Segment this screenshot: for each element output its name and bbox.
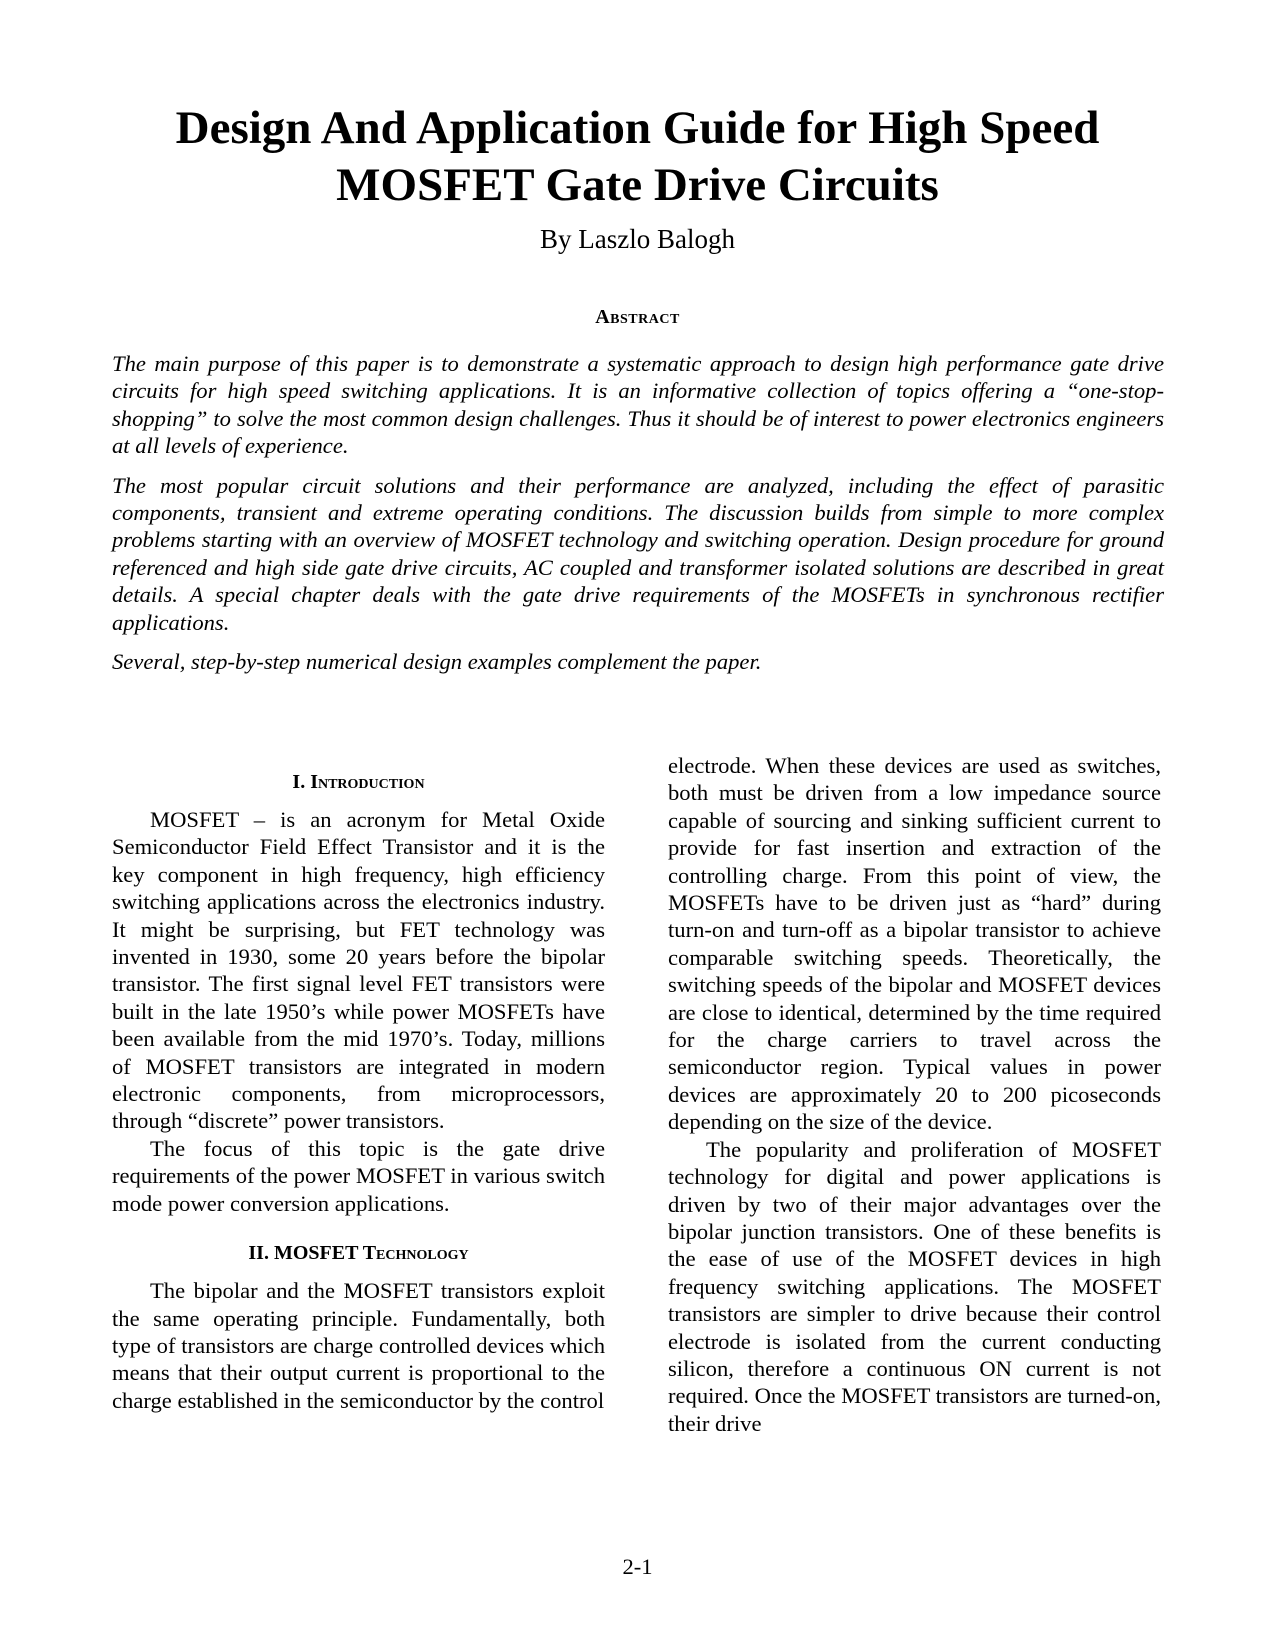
body-paragraph: The bipolar and the MOSFET transistors exploit the same operating principle. Fundamentally, both type of transistors are charge controlled devices which means that their output current is proportional to the charge established in the semiconductor by the control [112, 1278, 605, 1413]
abstract-heading: Abstract [595, 306, 680, 328]
page-number: 2-1 [622, 1554, 653, 1579]
abstract-body [112, 350, 1164, 687]
body-paragraph: The popularity and proliferation of MOSFET technology for digital and power applications is driven by two of their major advantages over the bipolar junction transistors. One of these benefits is the ease of use of the MOSFET devices in high frequency switching applications. The MOSFET transistors are simpler to drive because their control electrode is isolated from the current conducting silicon, therefore a continuous ON current is not required. Once the MOSFET transistors are turned-on, their drive [668, 1136, 1161, 1436]
abstract-paragraph: The most popular circuit solutions and their performance are analyzed, including the effect of parasitic components, transient and extreme operating conditions. The discussion builds from simple to more complex problems starting with an overview of MOSFET technology and switching operation. Design procedure for ground referenced and high side gate drive circuits, AC coupled and transformer isolated solutions are described in great details. A special chapter deals with the gate drive requirements of the MOSFETs in synchronous rectifier applications. [112, 472, 1164, 635]
section-heading-introduction: I. Introduction [292, 771, 425, 793]
author-line: By Laszlo Balogh [540, 224, 735, 254]
left-column [112, 770, 605, 1414]
paper-title: Design And Application Guide for High Speed MOSFET Gate Drive Circuits [175, 102, 1100, 211]
body-paragraph: The focus of this topic is the gate drive requirements of the power MOSFET in various switch mode power conversion applications. [112, 1135, 605, 1216]
section-heading-mosfet-technology: II. MOSFET Technology [248, 1242, 469, 1265]
abstract-paragraph: The main purpose of this paper is to demonstrate a systematic approach to design high performance gate drive circuits for high speed switching applications. It is an informative collection of topics offering a “one-stop-shopping” to solve the most common design challenges. Thus it should be of interest to power electronics engineers at all levels of experience. [112, 351, 1164, 459]
abstract-paragraph: Several, step-by-step numerical design examples complement the paper. [112, 649, 762, 675]
body-paragraph: electrode. When these devices are used as switches, both must be driven from a low impedance source capable of sourcing and sinking sufficient current to provide for fast insertion and extraction of the controlling charge. From this point of view, the MOSFETs have to be driven just as “hard” during turn-on and turn-off as a bipolar transistor to achieve comparable switching speeds. Theoretically, the switching speeds of the bipolar and MOSFET devices are close to identical, determined by the time required for the charge carriers to travel across the semiconductor region. Typical values in power devices are approximately 20 to 200 picoseconds depending on the size of the device. [668, 753, 1161, 1135]
right-column [668, 752, 1161, 1437]
body-paragraph: MOSFET – is an acronym for Metal Oxide Semiconductor Field Effect Transistor and it is the key component in high frequency, high efficiency switching applications across the electronics industry. It might be surprising, but FET technology was invented in 1930, some 20 years before the bipolar transistor. The first signal level FET transistors were built in the late 1950’s while power MOSFETs have been available from the mid 1970’s. Today, millions of MOSFET transistors are integrated in modern electronic components, from microprocessors, through “discrete” power transistors. [112, 807, 605, 1134]
